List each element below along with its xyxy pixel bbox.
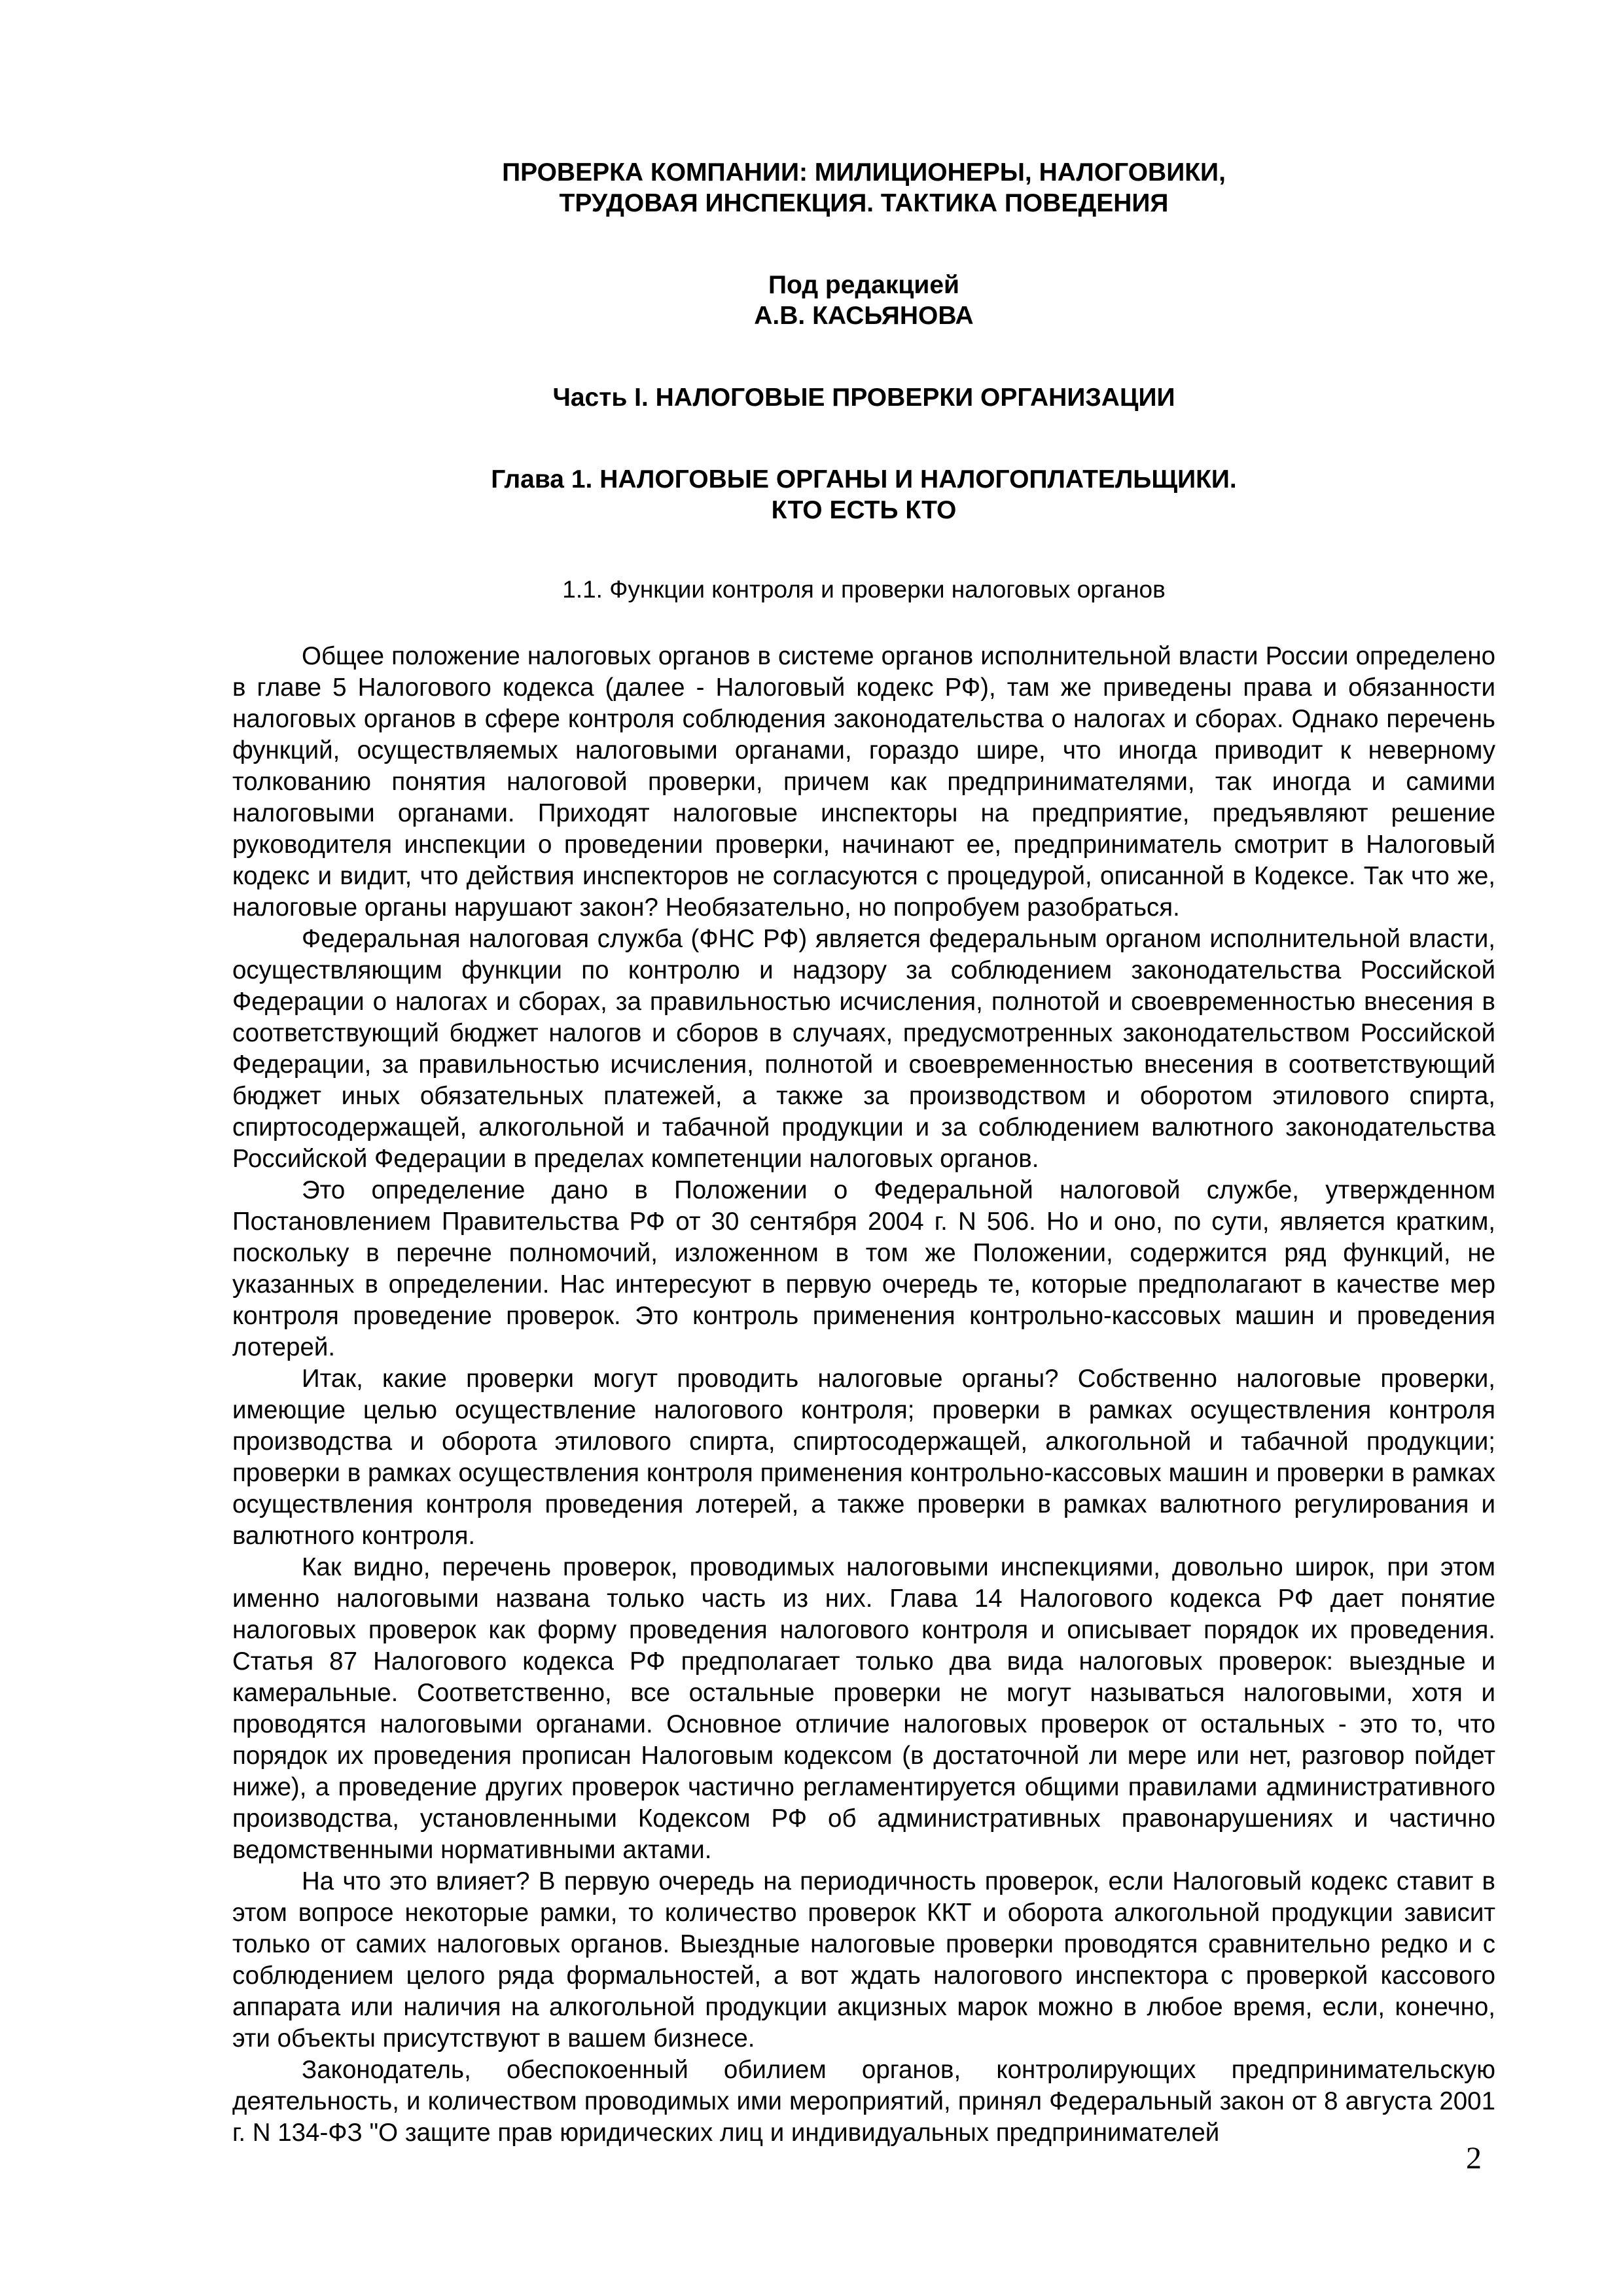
document-title (232, 157, 1495, 219)
part-heading (232, 382, 1495, 413)
paragraph: На что это влияет? В первую очередь на периодичность проверок, если Налоговый кодекс ставит в этом вопросе некоторые рамки, то количество проверок ККТ и оборота алкогольной продукции зависит только от самих налоговых органов. Выездные налоговые проверки проводятся сравнительно редко и с соблюдением целого ряда формальностей, а вот ждать налогового инспектора с проверкой кассового аппарата или наличия на алкогольной продукции акцизных марок можно в любое время, если, конечно, эти объекты присутствуют в вашем бизнесе. (232, 1867, 1495, 2053)
document-page (232, 157, 1495, 2149)
paragraph: Итак, какие проверки могут проводить налоговые органы? Собственно налоговые проверки, имеющие целью осуществление налогового контроля; проверки в рамках осуществления контроля производства и оборота этилового спирта, спиртосодержащей, алкогольной и табачной продукции; проверки в рамках осуществления контроля применения контрольно-кассовых машин и проверки в рамках осуществления контроля проведения лотерей, а также проверки в рамках валютного регулирования и валютного контроля. (232, 1365, 1495, 1550)
editor-credit (232, 270, 1495, 331)
section-title: 1.1. Функции контроля и проверки налоговых органов (562, 576, 1166, 603)
title-line: ТРУДОВАЯ ИНСПЕКЦИЯ. ТАКТИКА ПОВЕДЕНИЯ (559, 189, 1169, 217)
paragraph: Как видно, перечень проверок, проводимых налоговыми инспекциями, довольно широк, при этом именно налоговыми названа только часть из них. Глава 14 Налогового кодекса РФ дает понятие налоговых проверок как форму проведения налогового контроля и описывает порядок их проведения. Статья 87 Налогового кодекса РФ предполагает только два вида налоговых проверок: выездные и камеральные. Соответственно, все остальные проверки не могут называться налоговыми, хотя и проводятся налоговыми органами. Основное отличие налоговых проверок от остальных - это то, что порядок их проведения прописан Налоговым кодексом (в достаточной ли мере или нет, разговор пойдет ниже), а проведение других проверок частично регламентируется общими правилами административного производства, установленными Кодексом РФ об административных правонарушениях и частично ведомственными нормативными актами. (232, 1553, 1495, 1864)
page-number: 2 (1466, 2141, 1482, 2176)
paragraph: Общее положение налоговых органов в системе органов исполнительной власти России определено в главе 5 Налогового кодекса (далее - Налоговый кодекс РФ), там же приведены права и обязанности налоговых органов в сфере контроля соблюдения законодательства о налогах и сборах. Однако перечень функций, осуществляемых налоговыми органами, гораздо шире, что иногда приводит к неверному толкованию понятия налоговой проверки, причем как предпринимателями, так иногда и самими налоговыми органами. Приходят налоговые инспекторы на предприятие, предъявляют решение руководителя инспекции о проведении проверки, начинают ее, предприниматель смотрит в Налоговый кодекс и видит, что действия инспекторов не согласуются с процедурой, описанной в Кодексе. Так что же, налоговые органы нарушают закон? Необязательно, но попробуем разобраться. (232, 642, 1495, 922)
editor-name: А.В. КАСЬЯНОВА (754, 302, 974, 330)
chapter-title-line: Глава 1. НАЛОГОВЫЕ ОРГАНЫ И НАЛОГОПЛАТЕЛЬЩИКИ. (491, 465, 1237, 493)
paragraph: Это определение дано в Положении о Федеральной налоговой службе, утвержденном Постановлением Правительства РФ от 30 сентября 2004 г. N 506. Но и оно, по сути, является кратким, поскольку в перечне полномочий, изложенном в том же Положении, содержится ряд функций, не указанных в определении. Нас интересуют в первую очередь те, которые предполагают в качестве мер контроля проведение проверок. Это контроль применения контрольно-кассовых машин и проведения лотерей. (232, 1176, 1495, 1361)
part-title: Часть I. НАЛОГОВЫЕ ПРОВЕРКИ ОРГАНИЗАЦИИ (552, 384, 1175, 412)
paragraph: Федеральная налоговая служба (ФНС РФ) является федеральным органом исполнительной власти, осуществляющим функции по контролю и надзору за соблюдением законодательства Российской Федерации о налогах и сборах, за правильностью исчисления, полнотой и своевременностью внесения в соответствующий бюджет налогов и сборов в случаях, предусмотренных законодательством Российской Федерации, за правильностью исчисления, полнотой и своевременностью внесения в соответствующий бюджет иных обязательных платежей, а также за производством и оборотом этилового спирта, спиртосодержащей, алкогольной и табачной продукции и за соблюдением валютного законодательства Российской Федерации в пределах компетенции налоговых органов. (232, 925, 1495, 1173)
chapter-title-line: КТО ЕСТЬ КТО (771, 496, 957, 524)
paragraph: Законодатель, обеспокоенный обилием органов, контролирующих предпринимательскую деятельность, и количеством проводимых ими мероприятий, принял Федеральный закон от 8 августа 2001 г. N 134-ФЗ "О защите прав юридических лиц и индивидуальных предпринимателей (232, 2056, 1495, 2147)
title-line: ПРОВЕРКА КОМПАНИИ: МИЛИЦИОНЕРЫ, НАЛОГОВИКИ, (502, 158, 1226, 187)
body-text (232, 641, 1495, 2149)
chapter-heading (232, 464, 1495, 526)
editor-label: Под редакцией (768, 271, 960, 299)
